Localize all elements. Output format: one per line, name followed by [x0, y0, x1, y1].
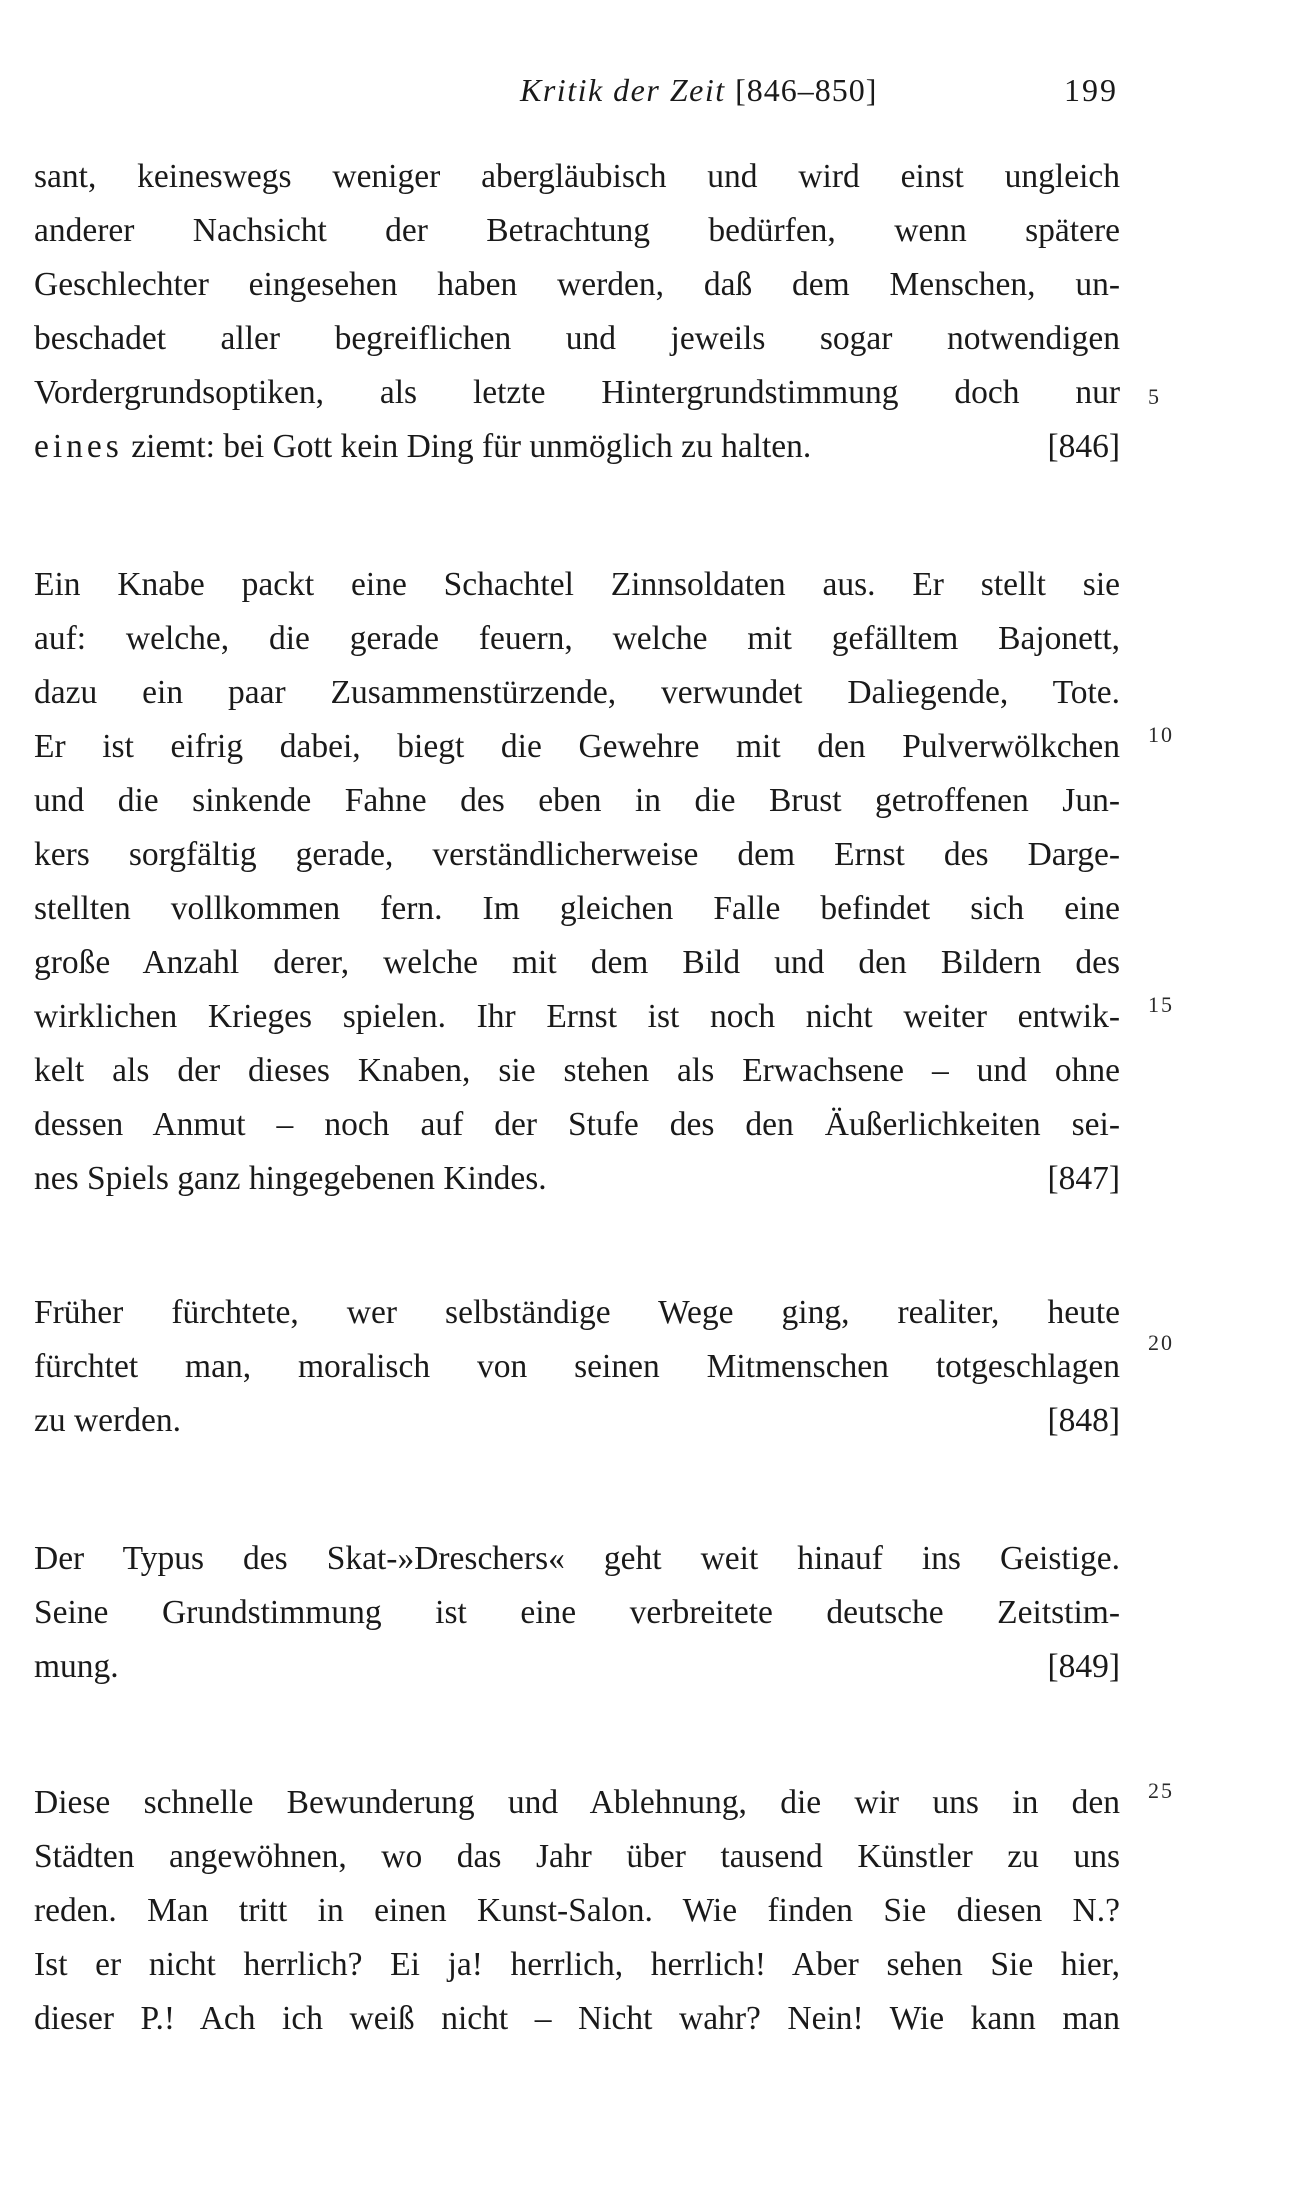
paragraph-850 [34, 1776, 1120, 2046]
text-line: Er ist eifrig dabei, biegt die Gewehre mit den Pulverwölkchen [34, 728, 1120, 765]
page-number: 199 [1064, 72, 1118, 108]
line-number: 20 [1148, 1330, 1174, 1355]
text-line: Seine Grundstimmung ist eine verbreitete deutsche Zeitstim- [34, 1594, 1120, 1631]
running-header [520, 66, 1118, 114]
paragraph-849 [34, 1532, 1120, 1694]
text-line: Vordergrundsoptiken, als letzte Hintergrundstimmung doch nur [34, 374, 1120, 411]
text-line: eines ziemt: bei Gott kein Ding für unmöglich zu halten. [846] [34, 420, 1120, 474]
text-line: Diese schnelle Bewunderung und Ablehnung, die wir uns in den [34, 1784, 1120, 1821]
text-line: kers sorgfältig gerade, verständlicherweise dem Ernst des Darge- [34, 836, 1120, 873]
text-line: reden. Man tritt in einen Kunst-Salon. Wie finden Sie diesen N.? [34, 1892, 1120, 1929]
running-title: Kritik der Zeit [846–850] [520, 72, 878, 108]
text-line: kelt als der dieses Knaben, sie stehen als Erwachsene – und ohne [34, 1052, 1120, 1089]
text-line: Ist er nicht herrlich? Ei ja! herrlich, herrlich! Aber sehen Sie hier, [34, 1946, 1120, 1983]
line-number: 10 [1148, 722, 1174, 747]
text-line: anderer Nachsicht der Betrachtung bedürfen, wenn spätere [34, 212, 1120, 249]
text-line: Geschlechter eingesehen haben werden, daß dem Menschen, un- [34, 266, 1120, 303]
text-line: Früher fürchtete, wer selbständige Wege ging, realiter, heute [34, 1294, 1120, 1331]
text-line: dieser P.! Ach ich weiß nicht – Nicht wahr? Nein! Wie kann man [34, 2000, 1120, 2037]
line-number: 15 [1148, 992, 1174, 1017]
text-line: große Anzahl derer, welche mit dem Bild und den Bildern des [34, 944, 1120, 981]
paragraph-848 [34, 1286, 1120, 1448]
text-line: mung. [849] [34, 1640, 1120, 1694]
text-line: dazu ein paar Zusammenstürzende, verwundet Daliegende, Tote. [34, 674, 1120, 711]
aphorism-number: [846] [1047, 428, 1120, 465]
text-line: nes Spiels ganz hingegebenen Kindes. [847] [34, 1152, 1120, 1206]
text-line: dessen Anmut – noch auf der Stufe des den Äußerlichkeiten sei- [34, 1106, 1120, 1143]
aphorism-number: [849] [1047, 1648, 1120, 1685]
text-line: auf: welche, die gerade feuern, welche mit gefälltem Bajonett, [34, 620, 1120, 657]
text-line: fürchtet man, moralisch von seinen Mitmenschen totgeschlagen [34, 1348, 1120, 1385]
aphorism-number: [848] [1047, 1402, 1120, 1439]
line-number: 25 [1148, 1778, 1174, 1803]
paragraph-847 [34, 558, 1120, 1206]
aphorism-number: [847] [1047, 1160, 1120, 1197]
text-line: Städten angewöhnen, wo das Jahr über tausend Künstler zu uns [34, 1838, 1120, 1875]
text-line: Ein Knabe packt eine Schachtel Zinnsoldaten aus. Er stellt sie [34, 566, 1120, 603]
section-range: [846–850] [735, 72, 878, 108]
emphasized-word: eines [34, 428, 123, 465]
text-line: sant, keineswegs weniger abergläubisch und wird einst ungleich [34, 158, 1120, 195]
paragraph-846 [34, 150, 1120, 474]
text-line: stellten vollkommen fern. Im gleichen Falle befindet sich eine [34, 890, 1120, 927]
text-line: Der Typus des Skat-»Dreschers« geht weit hinauf ins Geistige. [34, 1540, 1120, 1577]
text-line: wirklichen Krieges spielen. Ihr Ernst ist noch nicht weiter entwik- [34, 998, 1120, 1035]
line-number: 5 [1148, 384, 1161, 409]
text-line: zu werden. [848] [34, 1394, 1120, 1448]
text-line: beschadet aller begreiflichen und jeweils sogar notwendigen [34, 320, 1120, 357]
text-line: und die sinkende Fahne des eben in die Brust getroffenen Jun- [34, 782, 1120, 819]
